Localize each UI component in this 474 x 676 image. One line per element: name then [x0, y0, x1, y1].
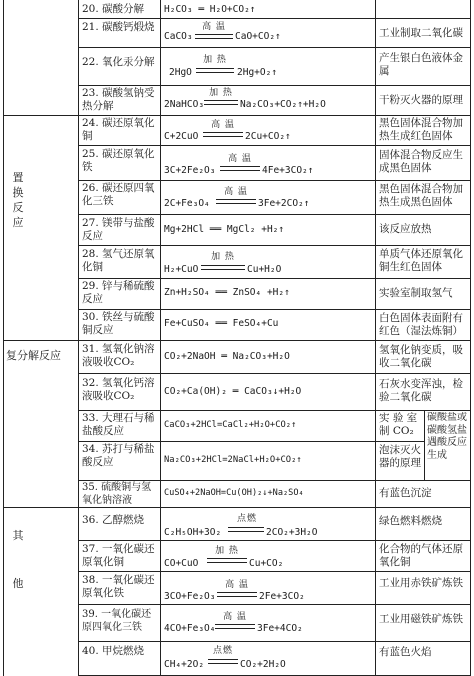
- equation-products: 4Fe+3CO₂↑: [262, 165, 314, 176]
- row-line: [3, 115, 470, 116]
- reaction-name: 27. 镁带与盐酸反应: [82, 217, 155, 242]
- equation-bar: [217, 592, 257, 597]
- category-double-decomposition: 复分解反应: [6, 349, 61, 362]
- equation-bar: [203, 132, 243, 137]
- equation-bar: [220, 166, 260, 171]
- reaction-name: 22. 氧化汞分解: [82, 56, 155, 68]
- reaction-note: 实验室制取氢气: [379, 287, 453, 299]
- col-divider-3: [375, 0, 376, 676]
- reaction-note: 氢氧化钠变质，吸收二氧化碳: [379, 344, 463, 369]
- reaction-name: 26. 碳还原四氧化三铁: [82, 182, 155, 207]
- reaction-name: 28. 氢气还原氧化铜: [82, 248, 155, 273]
- equation-condition: 高 温: [228, 154, 252, 164]
- equation-products: CO₂+2H₂O: [240, 659, 286, 670]
- reaction-name: 21. 碳酸钙煅烧: [82, 21, 155, 33]
- row-line: [78, 540, 470, 541]
- reaction-note-shared: 碳酸盐或碳酸氢盐遇酸反应生成: [427, 412, 467, 461]
- reaction-note: 黑色固体混合物加热生成黑色固体: [379, 183, 463, 208]
- equation-products: 2Cu+CO₂↑: [245, 131, 291, 142]
- reaction-note: 单质气体还原氧化铜生红色固体: [379, 248, 463, 273]
- reaction-name: 20. 碳酸分解: [82, 3, 145, 15]
- reaction-note: 工业用赤铁矿炼铁: [379, 577, 463, 589]
- row-line: [78, 604, 470, 605]
- reaction-name: 24. 碳还原氧化铜: [82, 117, 155, 142]
- equation-products: 2Fe+3CO₂: [259, 591, 305, 602]
- equation-condition: 高 温: [211, 120, 235, 130]
- reaction-note: 实 验 室制 CO₂: [379, 412, 418, 437]
- equation-reactants: C+2CuO: [164, 131, 199, 142]
- reaction-note: 产生银白色液体金属: [379, 52, 463, 77]
- col-divider-1: [78, 0, 79, 676]
- equation-condition: 加 热: [215, 546, 239, 556]
- row-line: [78, 245, 470, 246]
- equation-reactants: CO+CuO: [164, 558, 199, 569]
- reaction-name: 34. 苏打与稀盐酸反应: [82, 443, 155, 468]
- reaction-name: 29. 锌与稀硫酸反应: [82, 280, 155, 305]
- row-line: [78, 214, 470, 215]
- row-line: [78, 641, 470, 642]
- reaction-note: 绿色燃料燃烧: [379, 515, 442, 527]
- equation-bar: [208, 659, 238, 664]
- reaction-equation: Zn+H₂SO₄ ══ ZnSO₄ +H₂↑: [164, 287, 290, 298]
- reaction-equation: CO₂+Ca(OH)₂ ═ CaCO₃↓+H₂O: [164, 386, 302, 397]
- equation-condition: 点燃: [212, 646, 233, 656]
- equation-products: Cu+H₂O: [247, 264, 282, 275]
- equation-condition: 加 热: [211, 252, 235, 262]
- equation-products: Cu+CO₂: [249, 558, 284, 569]
- equation-condition: 加 热: [203, 55, 227, 65]
- reaction-name: 39. 一氧化碳还原四氧化三铁: [82, 609, 152, 633]
- reaction-equation: Na₂CO₃+2HCl=2NaCl+H₂O+CO₂↑: [164, 455, 302, 465]
- equation-condition: 高 温: [224, 187, 248, 197]
- reaction-name: 30. 铁丝与硫酸铜反应: [82, 311, 155, 336]
- equation-products: 3Fe+4CO₂: [257, 623, 303, 634]
- row-line: [78, 145, 470, 146]
- row-line: [78, 278, 470, 279]
- equation-bar: [201, 265, 245, 270]
- equation-products: CaO+CO₂↑: [235, 31, 281, 42]
- equation-bar: [207, 558, 247, 563]
- reaction-name: 32. 氢氧化钙溶液吸收CO₂: [82, 377, 155, 402]
- equation-reactants: 4CO+Fe₃O₄: [164, 623, 216, 634]
- reaction-name: 38. 一氧化碳还原氧化铁: [82, 574, 155, 599]
- equation-products: Na₂CO₃+CO₂↑+H₂O: [240, 99, 326, 110]
- reaction-name: 31. 氢氧化钠溶液吸收CO₂: [82, 343, 155, 368]
- reaction-note: 该反应放热: [379, 223, 432, 235]
- equation-bar: [195, 34, 233, 39]
- reaction-equation: CO₂+2NaOH ═ Na₂CO₃+H₂O: [164, 351, 290, 362]
- reaction-equation: Mg+2HCl ══ MgCl₂ +H₂↑: [164, 224, 285, 235]
- reaction-note: 有蓝色沉淀: [379, 487, 432, 499]
- reaction-equation: CuSO₄+2NaOH=Cu(OH)₂↓+Na₂SO₄: [164, 488, 304, 498]
- col-divider-4: [424, 410, 425, 480]
- equation-bar: [216, 199, 256, 204]
- equation-reactants: H₂+CuO: [164, 264, 199, 275]
- equation-reactants: 3C+2Fe₂O₃: [164, 165, 216, 176]
- category-displacement: 置 换 反 应: [12, 171, 24, 229]
- equation-condition: 高 温: [202, 22, 226, 32]
- equation-reactants: 2NaHCO₃: [164, 99, 205, 110]
- row-line: [78, 441, 425, 442]
- reaction-name: 25. 碳还原氧化铁: [82, 148, 155, 173]
- equation-reactants: 2C+Fe₃O₄: [164, 198, 210, 209]
- equation-bar: [204, 100, 238, 105]
- equation-condition: 高 温: [223, 612, 247, 622]
- equation-condition: 加 热: [209, 88, 233, 98]
- reaction-note: 固体混合物反应生成黑色固体: [379, 149, 463, 174]
- reaction-name: 35. 硫酸铜与氢氧化钠溶液: [82, 482, 152, 506]
- reaction-equation: H₂CO₃ ═ H₂O+CO₂↑: [164, 4, 256, 15]
- equation-reactants: 3CO+Fe₂O₃: [164, 591, 216, 602]
- row-line: [78, 85, 470, 86]
- row-line: [78, 571, 470, 572]
- equation-products: 3Fe+2CO₂↑: [258, 198, 310, 209]
- equation-condition: 点燃: [236, 514, 257, 524]
- equation-bar: [196, 68, 234, 73]
- reaction-name: 36. 乙醇燃烧: [82, 514, 145, 526]
- equation-reactants: C₂H₅OH+3O₂: [164, 527, 222, 538]
- reaction-note: 化合物的气体还原氧化铜: [379, 543, 463, 568]
- reaction-name: 37. 一氧化碳还原氧化铜: [82, 543, 155, 568]
- reaction-equation: CaCO₃+2HCl=CaCl₂+H₂O+CO₂↑: [164, 420, 297, 430]
- equation-bar: [215, 624, 255, 629]
- equation-reactants: 2HgO: [169, 67, 192, 78]
- equation-condition: 高 温: [225, 580, 249, 590]
- reaction-note: 干粉灭火器的原理: [379, 94, 463, 106]
- col-divider-2: [160, 0, 161, 676]
- frame-right: [470, 0, 471, 676]
- row-line: [78, 18, 470, 19]
- equation-reactants: CH₄+2O₂: [164, 659, 205, 670]
- reaction-name: 23. 碳酸氢钠受热分解: [82, 87, 155, 112]
- equation-reactants: CaCO₃: [164, 31, 193, 42]
- equation-products: 2Hg+O₂↑: [237, 67, 278, 78]
- reaction-note: 泡沫灭火器的原理: [379, 444, 421, 469]
- reaction-name: 40. 甲烷燃烧: [82, 645, 145, 657]
- reaction-name: 33. 大理石与稀盐酸反应: [82, 412, 155, 437]
- row-line: [78, 47, 470, 48]
- row-line: [78, 410, 470, 411]
- reaction-note: 工业制取二氧化碳: [379, 27, 463, 39]
- reaction-note: 白色固体表面附有红色（湿法炼铜）: [379, 312, 463, 337]
- reaction-note: 黑色固体混合物加热生成红色固体: [379, 117, 463, 142]
- equation-bar: [228, 527, 264, 532]
- reaction-equation: Fe+CuSO₄ ══ FeSO₄+Cu: [164, 318, 279, 329]
- reaction-table: [3, 0, 471, 676]
- row-line: [78, 180, 470, 181]
- row-line: [3, 340, 470, 341]
- row-line: [78, 309, 470, 310]
- category-other: 其 他: [12, 529, 24, 590]
- reaction-note: 石灰水变浑浊，检验二氧化碳: [379, 378, 463, 403]
- equation-products: 2CO₂+3H₂O: [266, 527, 318, 538]
- reaction-note: 工业用磁铁矿炼铁: [379, 613, 463, 625]
- reaction-note: 有蓝色火焰: [379, 646, 432, 658]
- frame-left: [3, 0, 4, 676]
- row-line: [78, 373, 470, 374]
- row-line: [3, 507, 470, 508]
